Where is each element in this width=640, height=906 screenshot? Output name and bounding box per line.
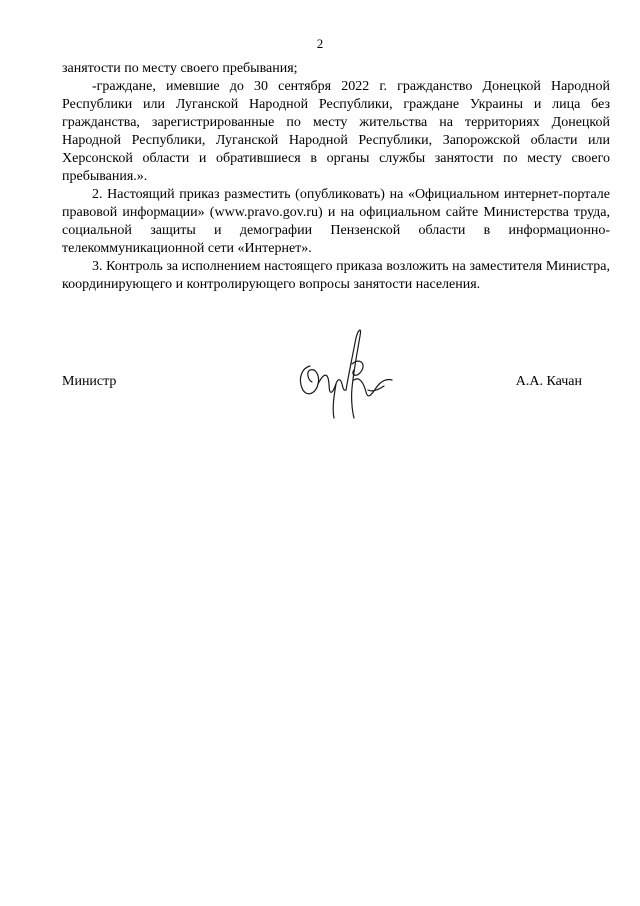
handwritten-signature xyxy=(288,318,398,426)
paragraph-continuation: занятости по месту своего пребывания; xyxy=(62,61,298,76)
signer-title: Министр xyxy=(62,374,117,389)
paragraph-citizens-list-item: -граждане, имевшие до 30 сентября 2022 г. гражданство Донецкой Народной Республики или Луганской Народной Республики, граждане Украины и лица без гражданства, зарегистрированные по месту жительства на территориях Донецкой Народной Республики, Луганской Народной Республики, Запорожской области или Херсонской области и обратившиеся в органы службы занятости по месту своего пребывания.». xyxy=(62,79,610,184)
signer-name: А.А. Качан xyxy=(515,374,582,389)
document-body xyxy=(62,60,610,294)
paragraph-clause-2: 2. Настоящий приказ разместить (опубликовать) на «Официальном интернет-портале правовой информации» (www.pravo.gov.ru) и на официальном сайте Министерства труда, социальной защиты и демографии Пензенской области в информационно-телекоммуникационной сети «Интернет». xyxy=(62,187,610,256)
page-number: 2 xyxy=(316,36,324,51)
paragraph-clause-3: 3. Контроль за исполнением настоящего приказа возложить на заместителя Министра, координирующего и контролирующего вопросы занятости населения. xyxy=(62,259,610,292)
signature-block xyxy=(62,318,582,428)
